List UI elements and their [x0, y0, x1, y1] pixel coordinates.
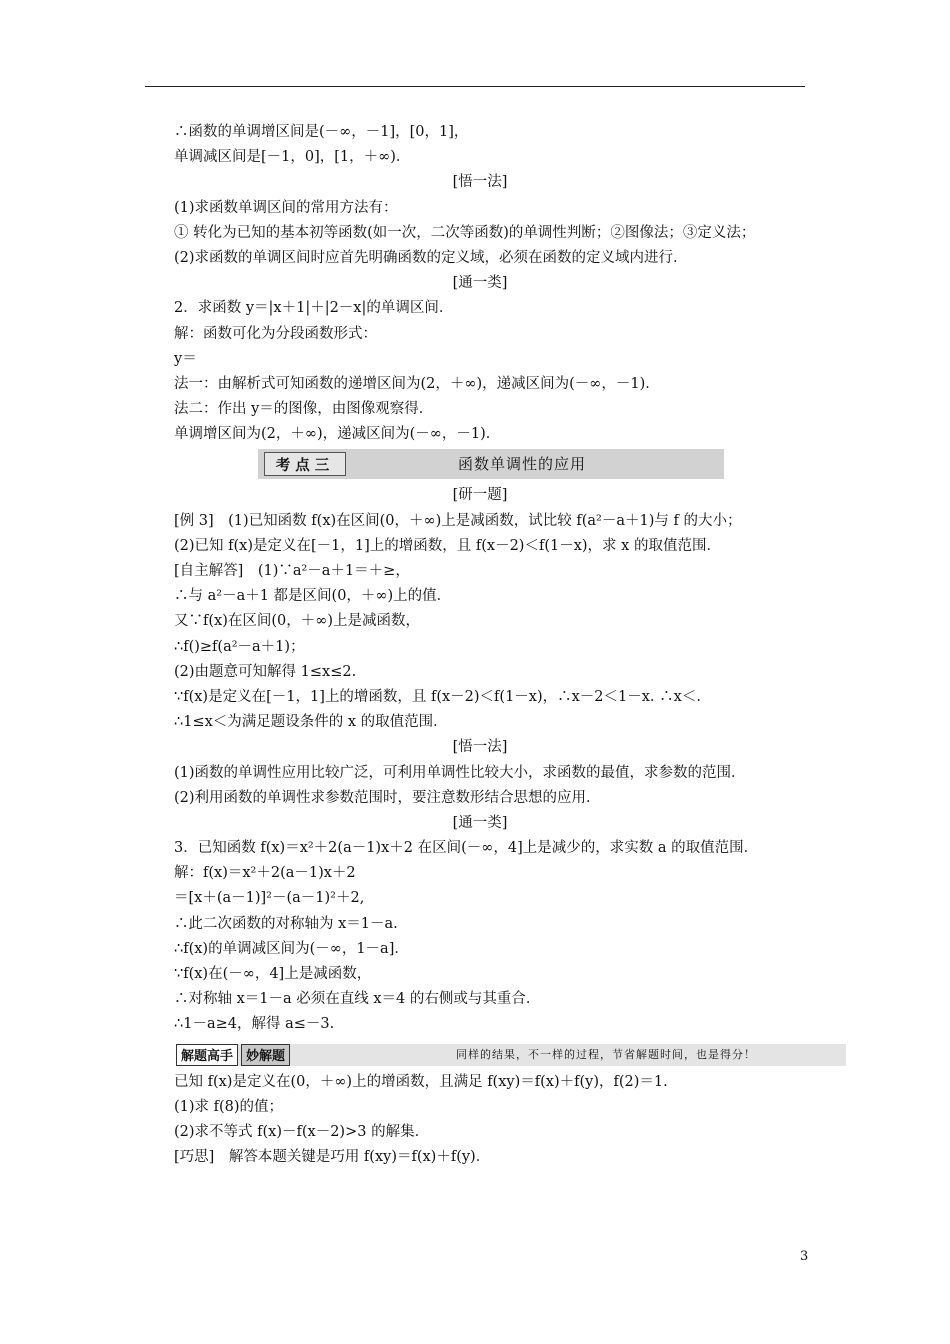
text-line: ∴与 a²－a＋1 都是区间(0，＋∞)上的值． — [174, 588, 452, 605]
text-line: 单调增区间为(2，＋∞)，递减区间为(－∞，－1)． — [174, 426, 501, 443]
page-content — [146, 120, 814, 1170]
text-line: [自主解答] (1)∵a²－a＋1＝＋≥， — [174, 563, 410, 580]
text-line: ∴函数的单调增区间是(－∞，－1]，[0，1]， — [174, 124, 469, 140]
text-line: (2)由题意可知解得 1≤x≤2. — [174, 663, 357, 680]
text-line: ① 转化为已知的基本初等函数(如一次，二次等函数)的单调性判断；②图像法；③定义法； — [174, 224, 756, 241]
text-line: 2．求函数 y＝|x＋1|＋|2－x|的单调区间． — [174, 300, 454, 317]
text-line: [例 3] (1)已知函数 f(x)在区间(0，＋∞)上是减函数，试比较 f(a²－a＋1)与 f 的大小； — [174, 512, 742, 529]
text-line: ∵f(x)是定义在[－1，1]上的增函数，且 f(x－2)＜f(1－x)，∴x－2＜1－x. ∴x＜. — [174, 688, 701, 705]
text-line: (1)求 f(8)的值； — [174, 1098, 284, 1115]
section-label: [悟一法] — [452, 739, 508, 756]
text-line: 法一：由解析式可知函数的递增区间为(2，＋∞)，递减区间为(－∞，－1)． — [174, 375, 660, 392]
text-line: 解：f(x)＝x²＋2(a－1)x＋2 — [174, 865, 356, 882]
text-line: ∴此二次函数的对称轴为 x＝1－a. — [174, 915, 398, 932]
text-line: ＝[x＋(a－1)]²－(a－1)²＋2, — [174, 890, 365, 907]
text-line: (2)求函数的单调区间时应首先明确函数的定义域，必须在函数的定义域内进行． — [174, 249, 688, 266]
text-line: ∴1≤x＜为满足题设条件的 x 的取值范围． — [174, 714, 448, 731]
banner-tag: 考点三 — [264, 452, 346, 476]
text-line: 法二：作出 y＝的图像，由图像观察得． — [174, 401, 434, 418]
tips-tag-left: 解题高手 — [176, 1044, 238, 1066]
text-line: (2)已知 f(x)是定义在[－1，1]上的增函数，且 f(x－2)＜f(1－x)，求 x 的取值范围． — [174, 537, 721, 554]
text-line: (2)求不等式 f(x)－f(x－2)>3 的解集． — [174, 1123, 430, 1140]
tips-banner — [176, 1044, 846, 1066]
topic-banner — [258, 449, 724, 479]
section-label: [研一题] — [452, 487, 508, 504]
text-line: ∴f()≥f(a²－a＋1)； — [174, 638, 305, 655]
text-line: 3．已知函数 f(x)＝x²＋2(a－1)x＋2 在区间(－∞，4]上是减少的，求实数 a 的取值范围． — [174, 840, 759, 857]
tips-slogan: 同样的结果，不一样的过程，节省解题时间，也是得分！ — [456, 1047, 756, 1061]
text-line: 已知 f(x)是定义在(0，＋∞)上的增函数，且满足 f(xy)＝f(x)＋f(y)，f(2)＝1. — [174, 1073, 668, 1090]
text-line: y＝ — [174, 350, 197, 367]
text-line: ∵f(x)在(－∞，4]上是减函数， — [174, 966, 372, 983]
section-label: [悟一法] — [452, 174, 508, 191]
text-line: (1)函数的单调性应用比较广泛，可利用单调性比较大小，求函数的最值，求参数的范围． — [174, 764, 746, 781]
text-line: ∴f(x)的单调减区间为(－∞，1－a]． — [174, 940, 409, 957]
page-number: 3 — [800, 1249, 809, 1264]
tips-tag-right: 妙解题 — [241, 1044, 290, 1066]
text-line: ∴1－a≥4，解得 a≤－3. — [174, 1016, 335, 1033]
banner-title: 函数单调性的应用 — [458, 455, 587, 474]
section-label: [通一类] — [452, 275, 508, 292]
text-line: ∴对称轴 x＝1－a 必须在直线 x＝4 的右侧或与其重合． — [174, 991, 541, 1008]
text-line: (1)求函数单调区间的常用方法有： — [174, 199, 398, 216]
text-line: 又∵f(x)在区间(0，＋∞)上是减函数， — [174, 613, 420, 630]
text-line: 解：函数可化为分段函数形式： — [174, 325, 377, 342]
text-line: (2)利用函数的单调性求参数范围时，要注意数形结合思想的应用． — [174, 789, 601, 806]
text-line: [巧思] 解答本题关键是巧用 f(xy)＝f(x)＋f(y)． — [174, 1149, 491, 1166]
text-line: 单调减区间是[－1，0]，[1，＋∞)． — [174, 149, 411, 166]
header-rule — [145, 86, 805, 87]
section-label: [通一类] — [452, 814, 508, 831]
